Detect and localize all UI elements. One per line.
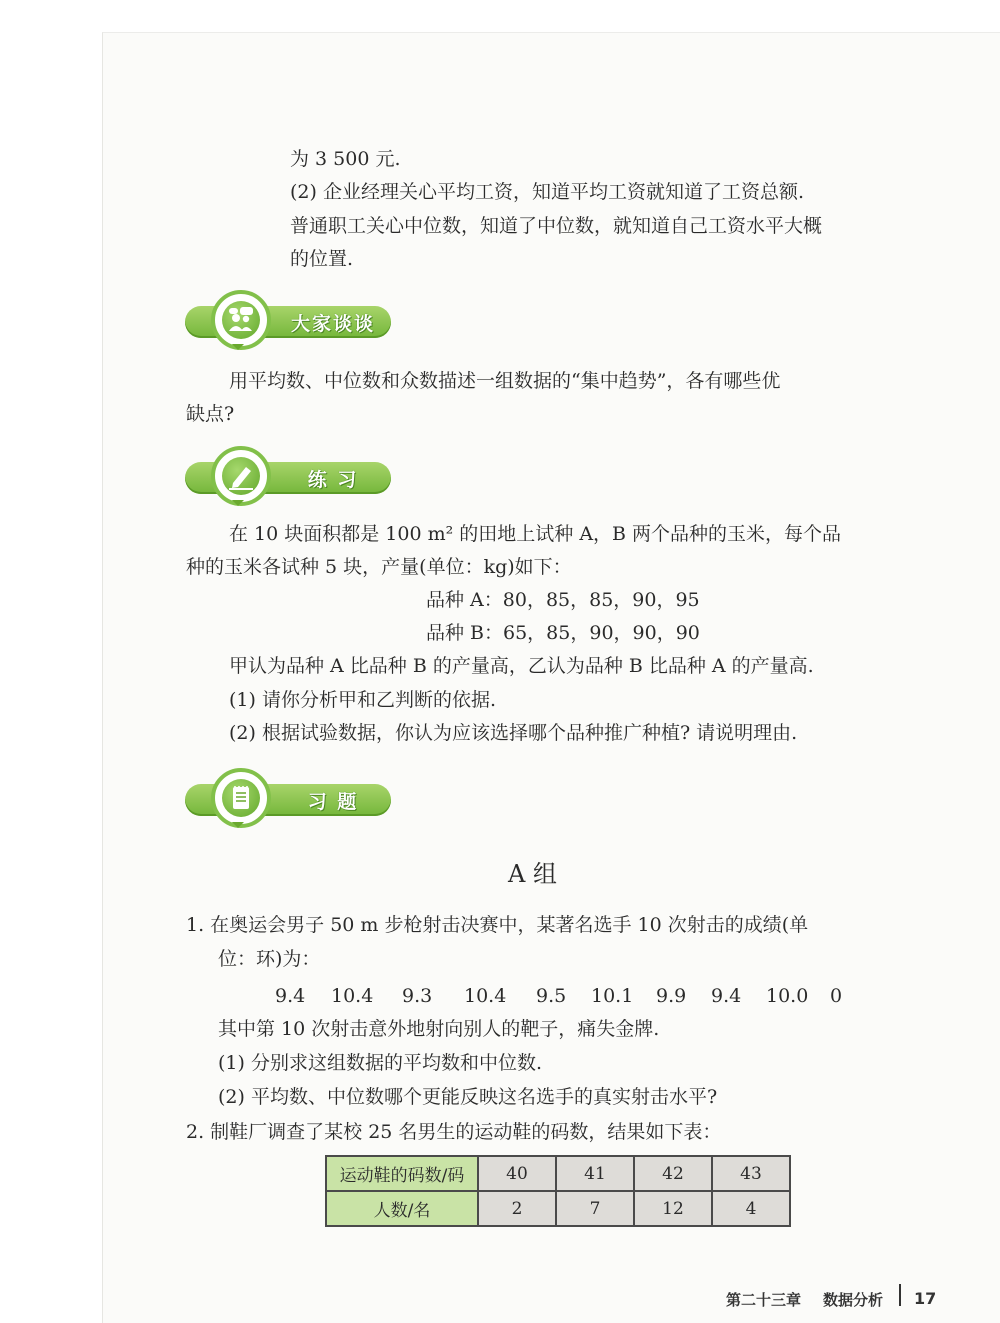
problem-1-line-3: 其中第 10 次射击意外地射向别人的靶子，痛失金牌. xyxy=(218,1018,660,1040)
score-value: 10.1 xyxy=(591,985,634,1007)
problem-2-line-1: 2. 制鞋厂调查了某校 25 名男生的运动鞋的码数，结果如下表： xyxy=(186,1121,722,1143)
table-header-cell: 运动鞋的码数/码 xyxy=(326,1156,478,1191)
score-value: 9.4 xyxy=(711,985,742,1007)
score-value: 9.9 xyxy=(656,985,687,1007)
score-value: 9.5 xyxy=(536,985,567,1007)
intro-line-1: 为 3 500 元. xyxy=(290,148,401,170)
footer-chapter: 第二十三章 xyxy=(726,1291,802,1309)
practice-line-2: 种的玉米各试种 5 块，产量(单位：kg)如下： xyxy=(186,556,572,578)
table-row xyxy=(326,1156,790,1191)
table-cell: 42 xyxy=(634,1156,712,1191)
intro-line-4: 的位置. xyxy=(290,248,354,270)
intro-line-3: 普通职工关心中位数，知道了中位数，就知道自己工资水平大概 xyxy=(290,215,823,237)
page-number: 17 xyxy=(914,1289,937,1308)
score-value: 9.4 xyxy=(275,985,306,1007)
people-chat-icon xyxy=(222,301,260,339)
table-row xyxy=(326,1191,790,1226)
problem-1-line-2: 位：环)为： xyxy=(218,948,321,970)
practice-line-1: 在 10 块面积都是 100 m² 的田地上试种 A，B 两个品种的玉米，每个品 xyxy=(229,523,842,545)
discuss-banner xyxy=(185,296,395,348)
table-cell: 12 xyxy=(634,1191,712,1226)
score-value: 10.4 xyxy=(331,985,374,1007)
practice-title: 练 习 xyxy=(307,469,359,491)
discuss-line-2: 缺点? xyxy=(186,403,235,425)
intro-line-2: (2) 企业经理关心平均工资，知道平均工资就知道了工资总额. xyxy=(290,181,804,203)
footer-topic: 数据分析 xyxy=(823,1291,884,1309)
pencil-icon xyxy=(222,457,260,495)
table-cell: 40 xyxy=(478,1156,556,1191)
problem-1-question-2: (2) 平均数、中位数哪个更能反映这名选手的真实射击水平? xyxy=(218,1086,718,1108)
table-cell: 4 xyxy=(712,1191,790,1226)
discuss-title: 大家谈谈 xyxy=(290,313,375,335)
score-value: 10.4 xyxy=(464,985,507,1007)
practice-question-2: (2) 根据试验数据，你认为应该选择哪个品种推广种植? 请说明理由. xyxy=(229,722,798,744)
practice-banner xyxy=(185,452,395,504)
table-cell: 2 xyxy=(478,1191,556,1226)
variety-a-yields: 品种 A：80，85，85，90，95 xyxy=(426,589,700,611)
notebook-icon xyxy=(222,779,260,817)
variety-b-yields: 品种 B：65，85，90，90，90 xyxy=(426,622,700,644)
problem-1-question-1: (1) 分别求这组数据的平均数和中位数. xyxy=(218,1052,542,1074)
exercises-title: 习 题 xyxy=(307,791,359,813)
score-value: 0 xyxy=(830,985,843,1007)
footer-divider xyxy=(899,1284,901,1306)
table-cell: 43 xyxy=(712,1156,790,1191)
shoe-size-table xyxy=(325,1155,791,1227)
table-header-cell: 人数/名 xyxy=(326,1191,478,1226)
score-list xyxy=(0,985,1000,1009)
table-cell: 7 xyxy=(556,1191,634,1226)
exercises-banner xyxy=(185,774,395,826)
practice-line-3: 甲认为品种 A 比品种 B 的产量高，乙认为品种 B 比品种 A 的产量高. xyxy=(229,655,814,677)
problem-1-line-1: 1. 在奥运会男子 50 m 步枪射击决赛中，某著名选手 10 次射击的成绩(单 xyxy=(186,914,809,936)
score-value: 9.3 xyxy=(402,985,433,1007)
table-cell: 41 xyxy=(556,1156,634,1191)
discuss-line-1: 用平均数、中位数和众数描述一组数据的“集中趋势”，各有哪些优 xyxy=(229,370,781,392)
practice-question-1: (1) 请你分析甲和乙判断的依据. xyxy=(229,689,496,711)
group-heading: A 组 xyxy=(508,860,557,888)
score-value: 10.0 xyxy=(766,985,809,1007)
